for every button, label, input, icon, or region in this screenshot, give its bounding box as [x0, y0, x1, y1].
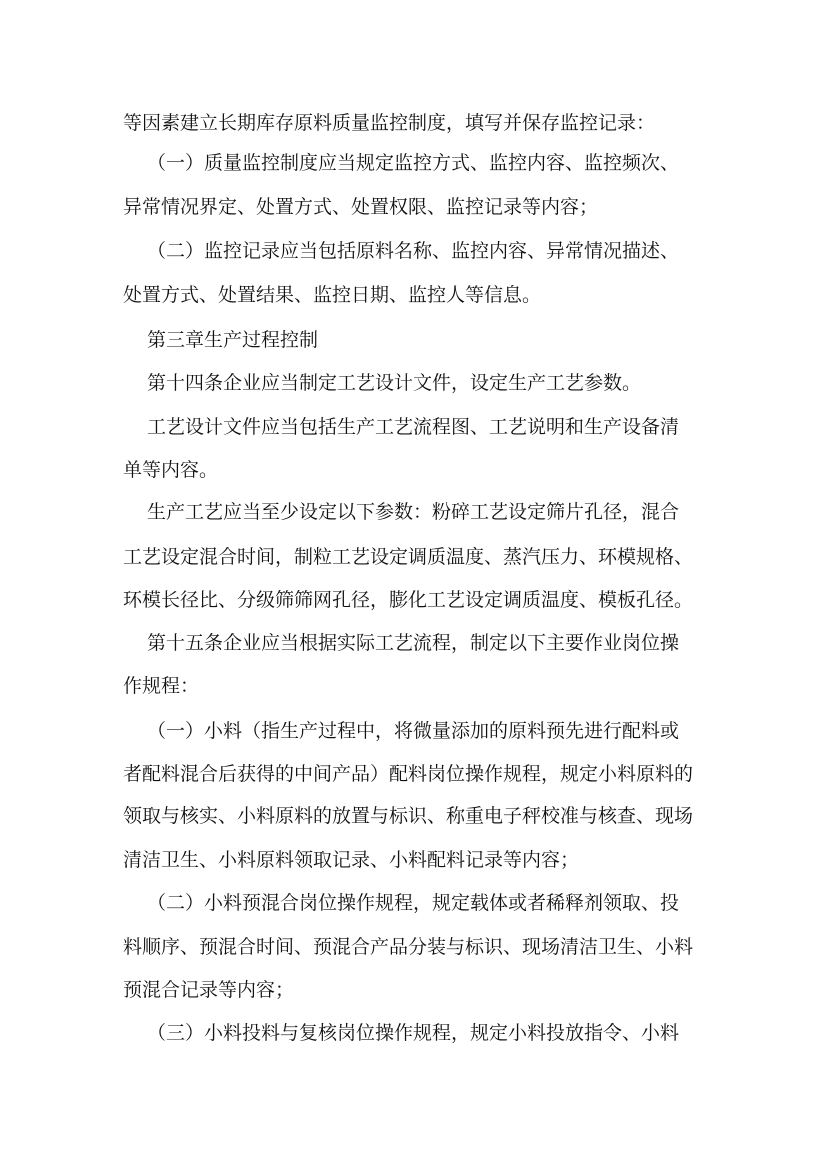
- text-line: （二）小料预混合岗位操作规程，规定载体或者稀释剂领取、投: [147, 892, 680, 914]
- text-line: 工艺设计文件应当包括生产工艺流程图、工艺说明和生产设备清: [147, 416, 680, 438]
- text-line: 者配料混合后获得的中间产品）配料岗位操作规程，规定小料原料的: [123, 763, 694, 785]
- text-line: 异常情况界定、处置方式、处置权限、监控记录等内容；: [123, 196, 599, 218]
- text-line: 生产工艺应当至少设定以下参数：粉碎工艺设定筛片孔径，混合: [147, 501, 680, 523]
- text-line: 第十五条企业应当根据实际工艺流程，制定以下主要作业岗位操: [147, 632, 680, 654]
- text-line: 工艺设定混合时间，制粒工艺设定调质温度、蒸汽压力、环模规格、: [123, 546, 694, 568]
- text-line: 预混合记录等内容；: [123, 979, 295, 1001]
- text-line: 领取与核实、小料原料的放置与标识、称重电子秤校准与核查、现场: [123, 805, 694, 827]
- text-line: 第三章生产过程控制: [147, 329, 319, 351]
- text-line: 清洁卫生、小料原料领取记录、小料配料记录等内容；: [123, 849, 580, 871]
- text-line: 环模长径比、分级筛筛网孔径，膨化工艺设定调质温度、模板孔径。: [123, 589, 694, 611]
- text-line: （一）小料（指生产过程中，将微量添加的原料预先进行配料或: [147, 720, 680, 742]
- text-line: （一）质量监控制度应当规定监控方式、监控内容、监控频次、: [147, 152, 680, 174]
- text-line: 单等内容。: [123, 459, 219, 481]
- text-line: 第十四条企业应当制定工艺设计文件，设定生产工艺参数。: [147, 372, 642, 394]
- text-line: 作规程：: [123, 675, 200, 697]
- text-line: （二）监控记录应当包括原料名称、监控内容、异常情况描述、: [147, 240, 680, 262]
- text-line: （三）小料投料与复核岗位操作规程，规定小料投放指令、小料: [147, 1022, 680, 1044]
- text-line: 处置方式、处置结果、监控日期、监控人等信息。: [123, 284, 542, 306]
- text-line: 料顺序、预混合时间、预混合产品分装与标识、现场清洁卫生、小料: [123, 936, 694, 958]
- text-line: 等因素建立长期库存原料质量监控制度，填写并保存监控记录：: [123, 112, 656, 134]
